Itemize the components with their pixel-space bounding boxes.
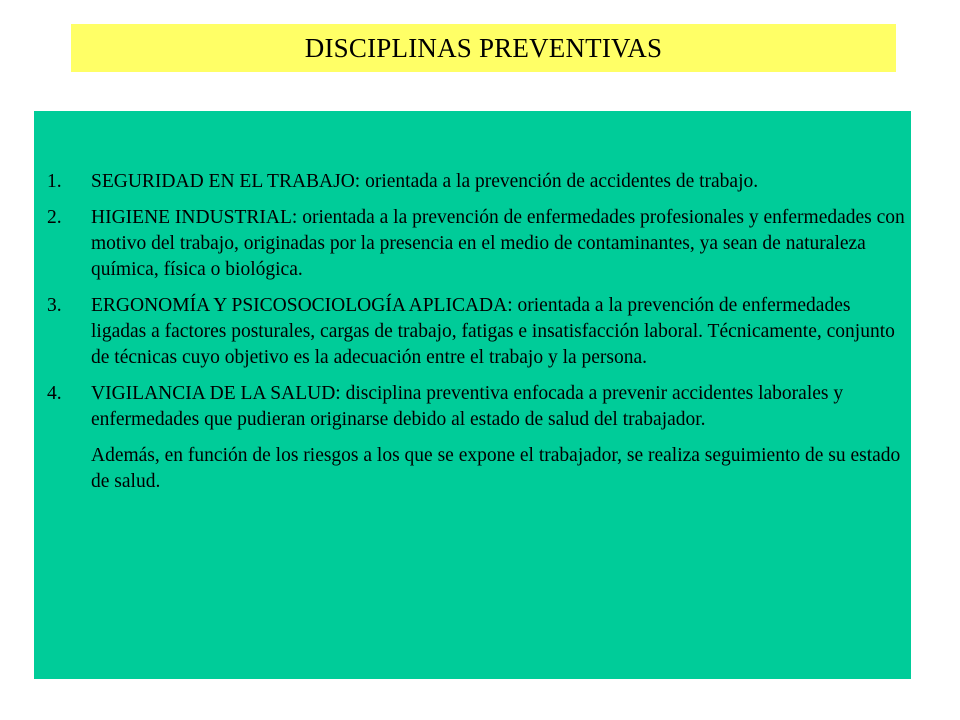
list-item: [47, 293, 907, 371]
title-banner: [71, 24, 896, 72]
disciplines-list: [47, 169, 907, 495]
health-note: Además, en función de los riesgos a los que se expone el trabajador, se realiza seguimiento de su estado de salud.: [91, 445, 901, 492]
item-text: ERGONOMÍA Y PSICOSOCIOLOGÍA APLICADA: orientada a la prevención de enfermedades ligadas a factores posturales, cargas de trabajo, fatigas e insatisfacción laboral. Técnicamente, conjunto de técnicas cuyo objetivo es la adecuación entre el trabajo y la persona.: [91, 295, 895, 368]
list-item: [47, 381, 907, 433]
list-item: [47, 205, 907, 283]
item-number: 2.: [47, 207, 62, 228]
item-number: 4.: [47, 383, 62, 404]
item-text: HIGIENE INDUSTRIAL: orientada a la prevención de enfermedades profesionales y enfermedades con motivo del trabajo, originadas por la presencia en el medio de contaminantes, ya sean de naturaleza química, física o biológica.: [91, 207, 905, 280]
content-panel: [34, 111, 911, 679]
item-text: SEGURIDAD EN EL TRABAJO: orientada a la prevención de accidentes de trabajo.: [91, 171, 759, 192]
list-item: [47, 169, 907, 195]
item-number: 3.: [47, 295, 62, 316]
item-text: VIGILANCIA DE LA SALUD: disciplina preventiva enfocada a prevenir accidentes laborales y enfermedades que pudieran originarse debido al estado de salud del trabajador.: [91, 383, 844, 430]
slide-title: DISCIPLINAS PREVENTIVAS: [304, 32, 663, 63]
item-number: 1.: [47, 171, 62, 192]
